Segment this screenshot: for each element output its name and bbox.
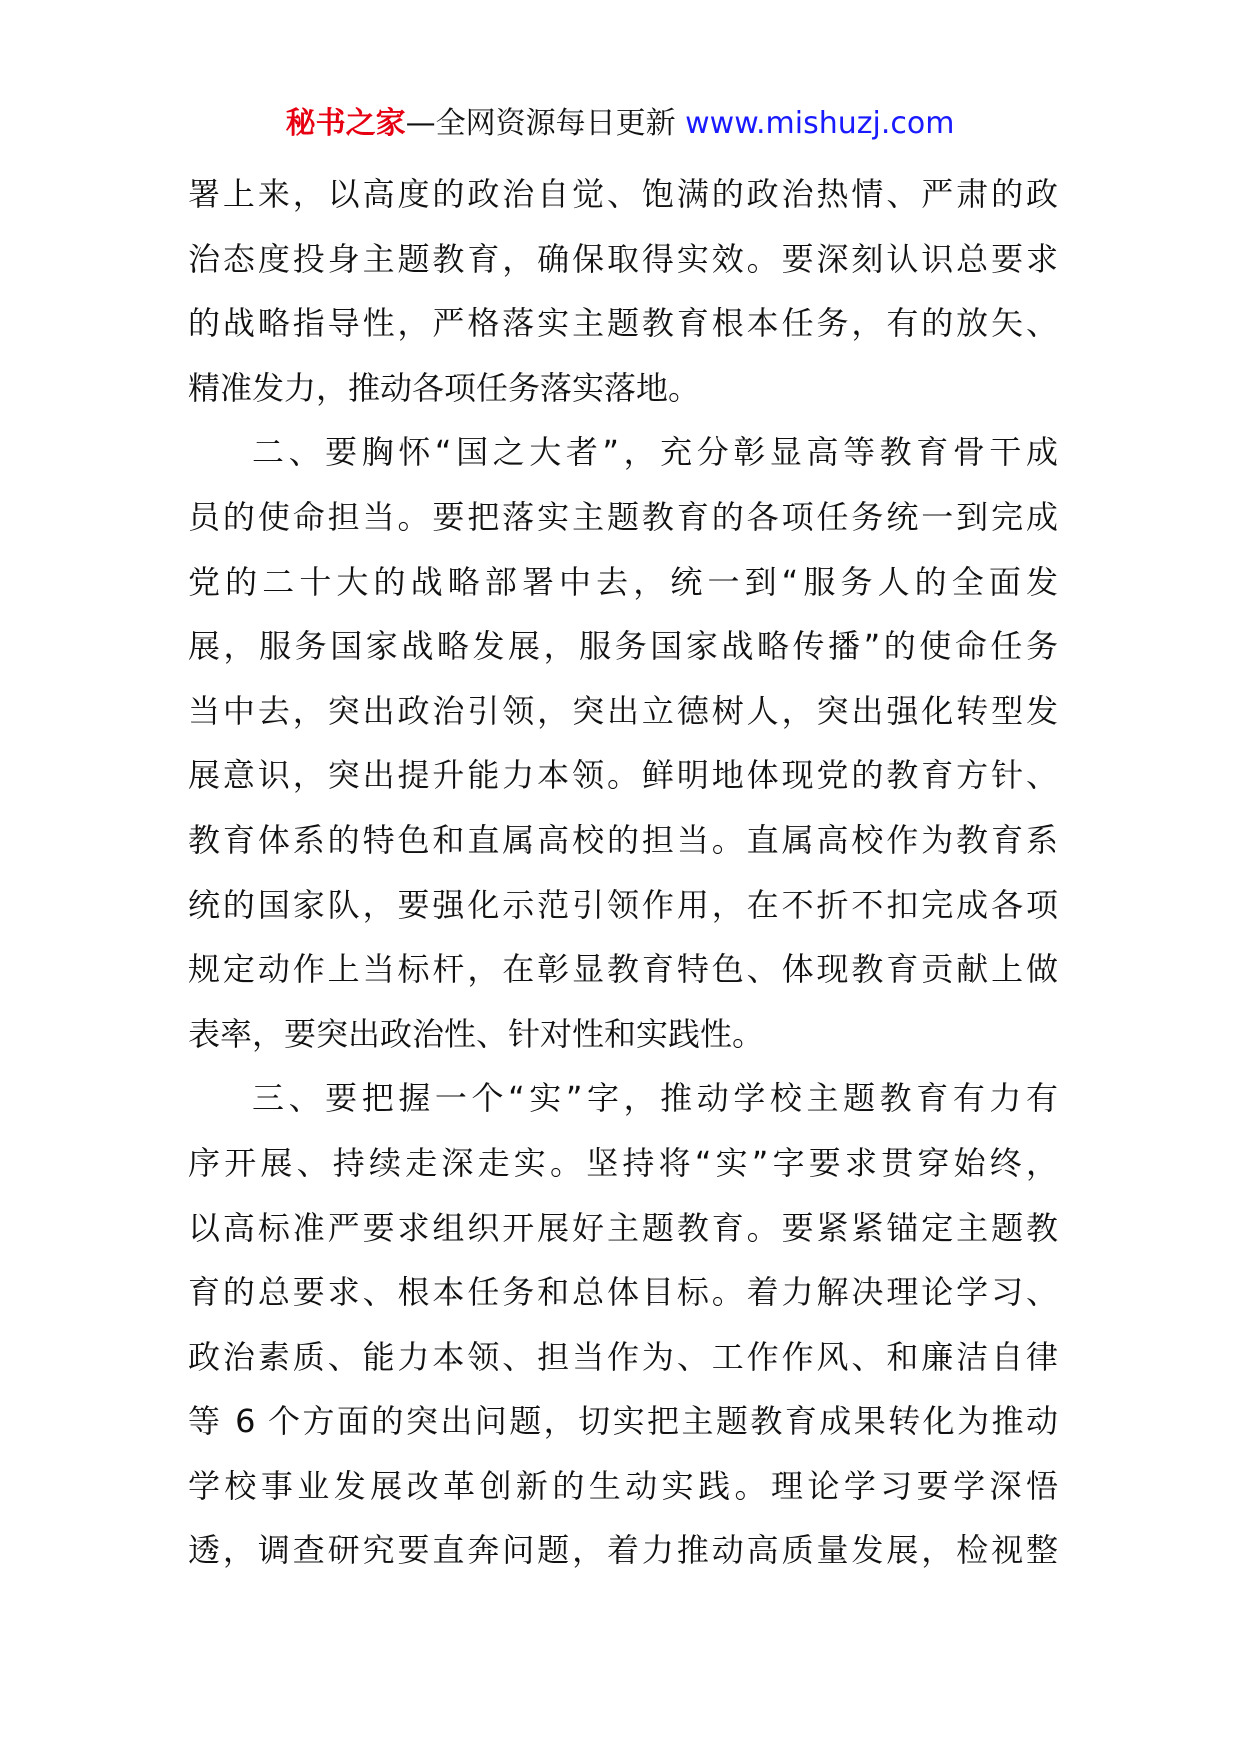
text-line: 员的使命担当。要把落实主题教育的各项任务统一到完成 <box>188 497 1058 536</box>
text-line: 的战略指导性，严格落实主题教育根本任务，有的放矢、 <box>188 304 1058 343</box>
text-line: 统的国家队，要强化示范引领作用，在不折不扣完成各项 <box>188 885 1058 924</box>
text-line: 治态度投身主题教育，确保取得实效。要深刻认识总要求 <box>188 239 1058 278</box>
text-line: 署上来，以高度的政治自觉、饱满的政治热情、严肃的政 <box>188 175 1058 213</box>
text-line: 教育体系的特色和直属高校的担当。直属高校作为教育系 <box>188 820 1058 859</box>
text-line: 规定动作上当标杆，在彰显教育特色、体现教育贡献上做 <box>188 950 1058 989</box>
text-line: 透，调查研究要直奔问题，着力推动高质量发展，检视整 <box>188 1531 1058 1570</box>
text-line: 精准发力，推动各项任务落实落地。 <box>188 368 701 407</box>
text-line: 序开展、持续走深走实。坚持将“实”字要求贯穿始终， <box>188 1143 1058 1182</box>
body-text <box>188 162 1058 1583</box>
header-url-link[interactable]: www.mishuzj.com <box>685 106 955 141</box>
section-heading-line: 三、要把握一个“实”字，推动学校主题教育有力有 <box>252 1079 1058 1118</box>
text-line: 展，服务国家战略发展，服务国家战略传播”的使命任务 <box>188 627 1058 666</box>
text-line: 党的二十大的战略部署中去，统一到“服务人的全面发 <box>188 562 1058 601</box>
text-line: 等 6 个方面的突出问题，切实把主题教育成果转化为推动 <box>188 1402 1058 1441</box>
text-line: 表率，要突出政治性、针对性和实践性。 <box>188 1014 765 1053</box>
text-line: 政治素质、能力本领、担当作为、工作作风、和廉洁自律 <box>188 1337 1058 1376</box>
section-heading-line: 二、要胸怀“国之大者”，充分彰显高等教育骨干成 <box>252 433 1058 472</box>
header-slogan: —全网资源每日更新 <box>405 106 676 141</box>
text-line: 展意识，突出提升能力本领。鲜明地体现党的教育方针、 <box>188 756 1058 795</box>
text-line: 学校事业发展改革创新的生动实践。理论学习要学深悟 <box>188 1466 1058 1505</box>
brand-name: 秘书之家 <box>285 106 406 141</box>
page-header <box>0 100 1240 148</box>
text-line: 育的总要求、根本任务和总体目标。着力解决理论学习、 <box>188 1273 1058 1312</box>
text-line: 当中去，突出政治引领，突出立德树人，突出强化转型发 <box>188 691 1058 730</box>
text-line: 以高标准严要求组织开展好主题教育。要紧紧锚定主题教 <box>188 1208 1058 1247</box>
